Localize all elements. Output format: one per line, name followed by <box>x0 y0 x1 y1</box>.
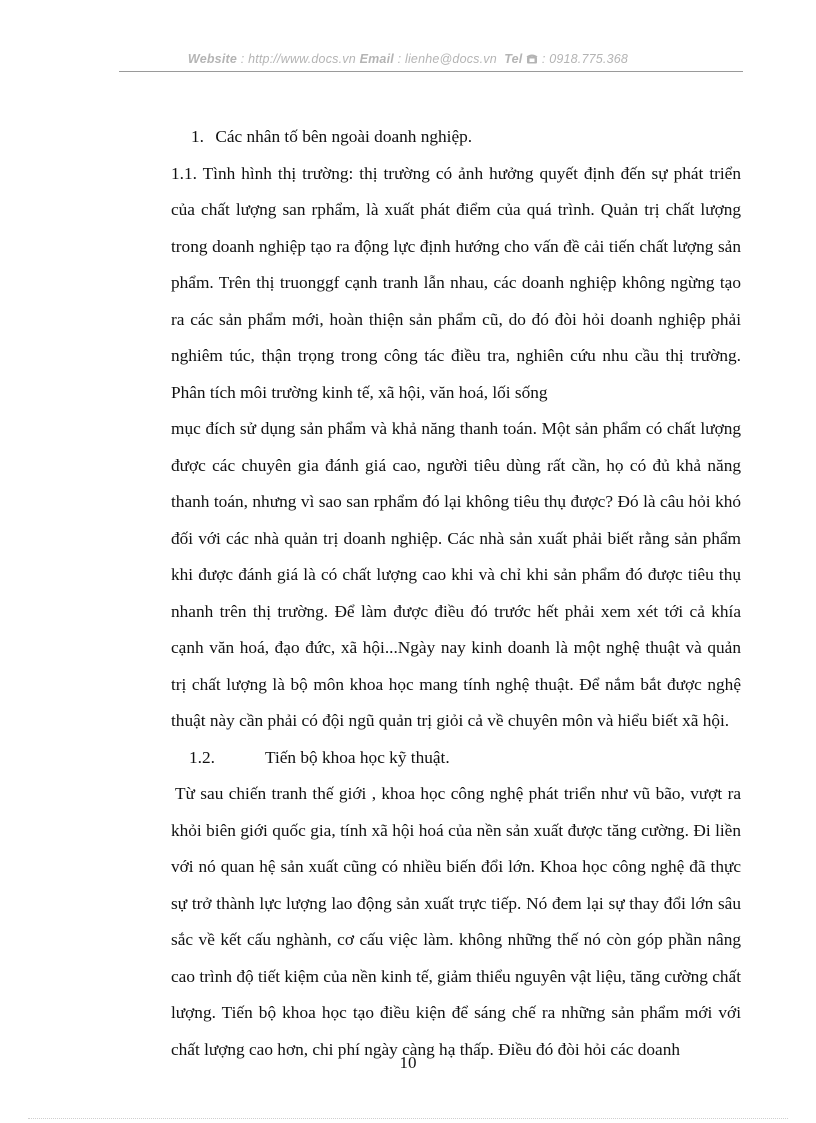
tel-value: : 0918.775.368 <box>541 52 629 66</box>
footer-divider <box>28 1118 788 1119</box>
section-number: 1.2. <box>189 747 215 767</box>
section-heading-1-2 <box>171 740 741 777</box>
website-label: Website <box>187 52 238 66</box>
section-heading-1 <box>171 119 741 156</box>
paragraph-market-continued: mục đích sử dụng sản phẩm và khả năng thanh toán. Một sản phẩm có chất lượng được các chuyên gia đánh giá cao, người tiêu dùng rất cần, họ có đủ khả năng thanh toán, nhưng vì sao san rphẩm đó lại không tiêu thụ được? Đó là câu hỏi khó đối với các nhà quản trị doanh nghiệp. Các nhà sản xuất phải biết rằng sản phẩm khi được đánh giá là có chất lượng cao khi và chỉ khi sản phẩm đó được tiêu thụ nhanh trên thị trường. Để làm được điều đó trước hết phải xem xét tới cả khía cạnh văn hoá, đạo đức, xã hội...Ngày nay kinh doanh là một nghệ thuật và quản trị chất lượng là bộ môn khoa học mang tính nghệ thuật. Để nắm bắt được nghệ thuật này cần phải có đội ngũ quản trị giỏi cả về chuyên môn và hiểu biết xã hội. <box>171 419 741 730</box>
section-title: Các nhân tố bên ngoài doanh nghiệp. <box>215 127 473 146</box>
header-divider <box>119 71 743 72</box>
email-label: Email <box>359 52 394 66</box>
section-number: 1. <box>191 127 204 146</box>
website-value[interactable]: : http://www.docs.vn <box>240 52 356 66</box>
email-value[interactable]: : lienhe@docs.vn <box>397 52 497 66</box>
section-title: Tiến bộ khoa học kỹ thuật. <box>265 747 450 767</box>
paragraph-technology: Từ sau chiến tranh thế giới , khoa học công nghệ phát triển như vũ bão, vượt ra khỏi biên giới quốc gia, tính xã hội hoá của nền sản xuất được tăng cường. Đi liền với nó quan hệ sản xuất cũng có nhiều biến đổi lớn. Khoa học công nghệ đã thực sự trở thành lực lượng lao động sản xuất trực tiếp. Nó đem lại sự thay đổi lớn sâu sắc về kết cấu nghành, cơ cấu việc làm. không những thế nó còn góp phần nâng cao trình độ tiết kiệm của nền kinh tế, giảm thiểu nguyên vật liệu, tăng cường chất lượng. Tiến bộ khoa học tạo điều kiện để sáng chế ra những sản phẩm mới với chất lượng cao hơn, chi phí ngày càng hạ thấp. Điều đó đòi hỏi các doanh <box>171 784 741 1059</box>
tel-label: Tel <box>504 52 523 66</box>
phone-icon <box>526 52 542 66</box>
document-body <box>171 119 741 1068</box>
paragraph-market: 1.1. Tình hình thị trường: thị trường có ảnh hưởng quyết định đến sự phát triển của chất lượng san rphẩm, là xuất phát điểm của quá trình. Quản trị chất lượng trong doanh nghiệp tạo ra động lực định hướng cho vấn đề cải tiến chất lượng sản phẩm. Trên thị truonggf cạnh tranh lẫn nhau, các doanh nghiệp không ngừng tạo ra các sản phẩm mới, hoàn thiện sản phẩm cũ, do đó đòi hỏi doanh nghiệp phải nghiêm túc, thận trọng trong công tác điều tra, nghiên cứu nhu cầu thị trường. Phân tích môi trường kinh tế, xã hội, văn hoá, lối sống <box>171 163 741 402</box>
page-header <box>0 52 816 66</box>
page-number: 10 <box>399 1053 417 1072</box>
